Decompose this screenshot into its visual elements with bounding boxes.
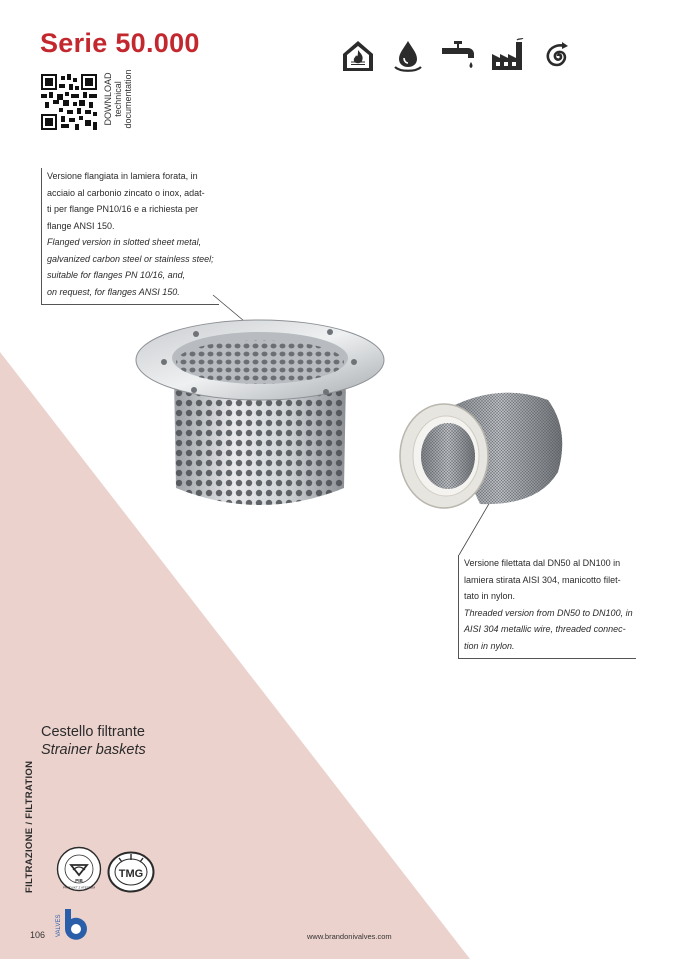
factory-icon [490,38,526,74]
download-documentation-link[interactable] [103,68,133,130]
flanged-version-callout [41,168,219,305]
callout-text-en: tion in nylon. [464,640,515,651]
callout-text-it: flange ANSI 150. [47,220,115,231]
brand-valves-text: VALVES [56,914,62,937]
download-line: DOWNLOAD [103,72,113,126]
download-line: technical [113,81,123,117]
callout-text-en: suitable for flanges PN 10/16, and, [47,270,186,280]
application-icons [340,38,576,74]
download-line: documentation [123,69,133,129]
brandoni-logo-icon [54,907,94,943]
pzh-bottom-text: PRODUKT Z ATESTEM [63,885,95,890]
callout-text-en: galvanized carbon steel or stainless steel; [47,253,214,264]
building-fire-icon [340,38,376,74]
callout-text-it: lamiera stirata AISI 304, manicotto filet- [464,574,621,585]
callout-text-en: Threaded version from DN50 to DN100, in [464,607,633,618]
water-drop-icon [390,38,426,74]
tmg-certification-logo [107,851,155,893]
qr-code-icon[interactable] [41,74,97,130]
spiral-fluid-icon [540,38,576,74]
series-title: Serie 50.000 [40,28,200,58]
threaded-basket-image [398,386,566,526]
section-title: Cestello filtrante [41,724,145,740]
callout-text-it: Versione filettata dal DN50 al DN100 in [464,558,621,568]
section-subtitle: Strainer baskets [41,742,146,758]
callout-text-en: Flanged version in slotted sheet metal, [47,237,202,247]
tmg-label: TMG [118,868,144,880]
website-link[interactable]: www.brandonivalves.com [307,932,392,941]
flanged-basket-image [134,318,386,526]
callout-text-it: Versione flangiata in lamiera forata, in [47,171,198,181]
pzh-certification-logo [56,846,102,892]
page-number: 106 [30,930,46,940]
pzh-label: PIB [75,878,83,883]
callout-text-en: on request, for flanges ANSI 150. [47,286,180,297]
callout-text-it: tato in nylon. [464,591,516,601]
water-tap-icon [440,38,476,74]
category-side-label: FILTRAZIONE / FILTRATION [24,760,35,893]
threaded-version-callout [458,555,636,659]
callout-text-it: ti per flange PN10/16 e a richiesta per [47,204,199,214]
callout-text-it: acciaio al carbonio zincato o inox, adat- [47,187,205,198]
callout-text-en: AISI 304 metallic wire, threaded connec- [464,624,626,634]
